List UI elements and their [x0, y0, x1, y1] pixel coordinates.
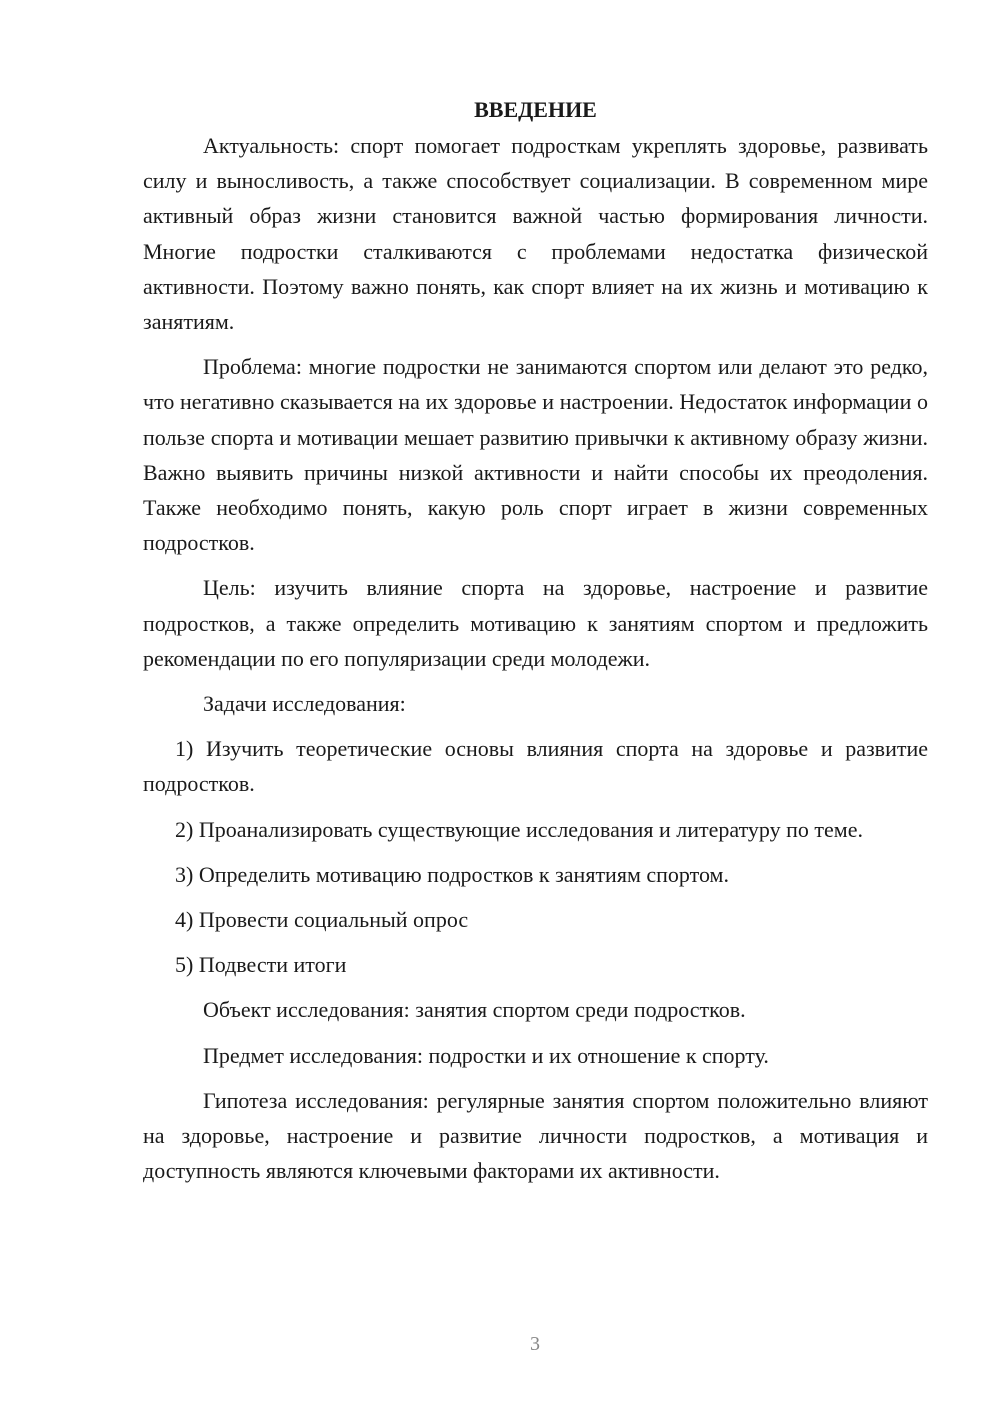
page-title: ВВЕДЕНИЕ — [474, 97, 597, 122]
list-item: 2) Проанализировать существующие исследования и литературу по теме. — [175, 816, 863, 842]
page-number: 3 — [530, 1333, 540, 1355]
paragraph-relevance: Актуальность: спорт помогает подросткам укреплять здоровье, развивать силу и выносливость, а также способствует социализации. В современном мире активный образ жизни становится важной частью формирования личности. Многие подростки сталкиваются с проблемами недостатка физической активности. Поэтому важно понять, как спорт влияет на их жизнь и мотивацию к занятиям. — [143, 133, 928, 335]
paragraph-goal: Цель: изучить влияние спорта на здоровье, настроение и развитие подростков, а также определить мотивацию к занятиям спортом и предложить рекомендации по его популяризации среди молодежи. — [143, 575, 928, 671]
list-item: 3) Определить мотивацию подростков к занятиям спортом. — [175, 861, 729, 887]
list-item: 4) Провести социальный опрос — [175, 907, 469, 933]
paragraph-hypothesis: Гипотеза исследования: регулярные занятия спортом положительно влияют на здоровье, настроение и развитие личности подростков, а мотивация и доступность являются ключевыми факторами их активности. — [143, 1087, 928, 1184]
document-page — [143, 92, 928, 1188]
list-item: 5) Подвести итоги — [175, 952, 347, 978]
tasks-list — [143, 731, 928, 982]
paragraph-object: Объект исследования: занятия спортом среди подростков. — [203, 997, 746, 1023]
paragraph-subject: Предмет исследования: подростки и их отношение к спорту. — [203, 1042, 769, 1068]
tasks-heading: Задачи исследования: — [203, 691, 406, 717]
list-item: 1) Изучить теоретические основы влияния спорта на здоровье и развитие подростков. — [143, 736, 928, 797]
paragraph-problem: Проблема: многие подростки не занимаются спортом или делают это редко, что негативно сказывается на их здоровье и настроении. Недостаток информации о пользе спорта и мотивации мешает развитию привычки к активному образу жизни. Важно выявить причины низкой активности и найти способы их преодоления. Также необходимо понять, какую роль спорт играет в жизни современных подростков. — [143, 354, 928, 556]
